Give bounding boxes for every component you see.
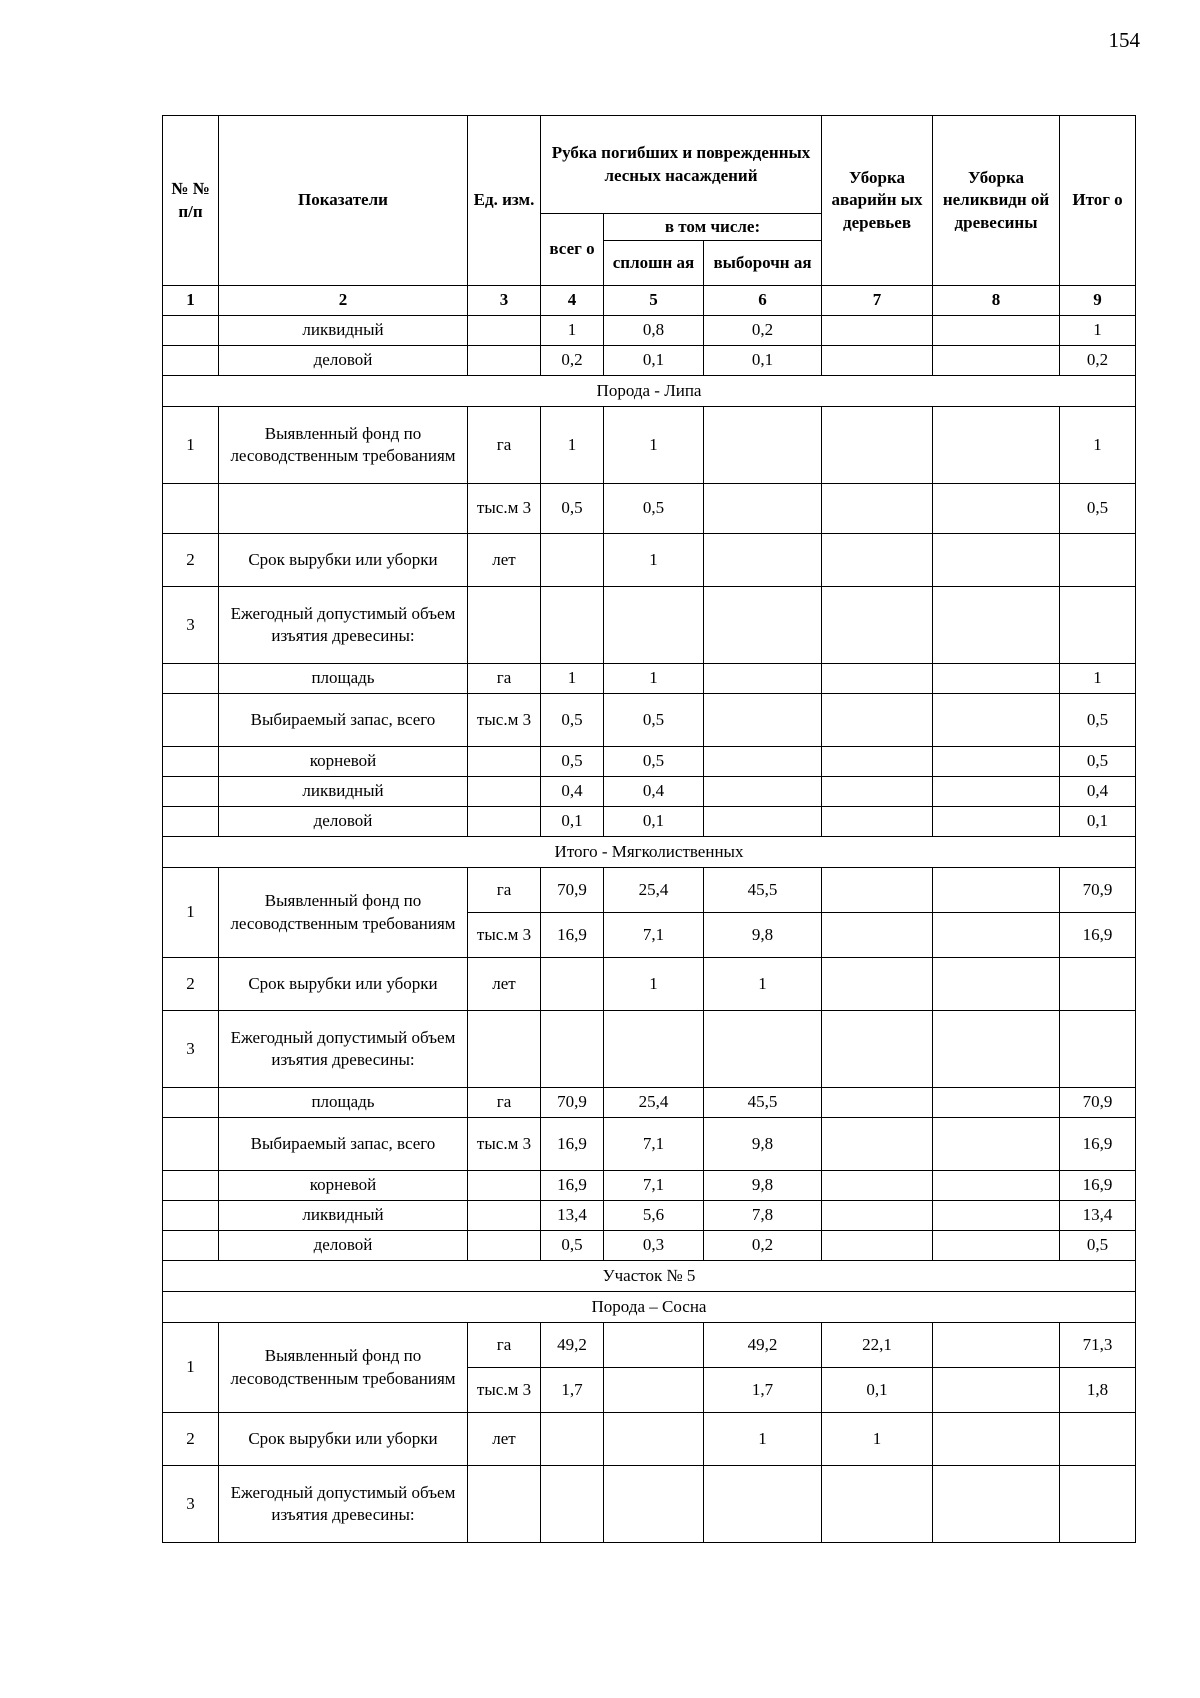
table-row (163, 868, 1136, 913)
cell-total (541, 1413, 604, 1466)
cell-total: 16,9 (541, 1118, 604, 1171)
cell-total: 0,2 (541, 346, 604, 376)
cell-selective (704, 1011, 822, 1088)
cell-total: 0,1 (541, 807, 604, 837)
cell-indicator: Срок вырубки или уборки (219, 958, 468, 1011)
cell-selective: 0,1 (704, 346, 822, 376)
cell-num: 3 (163, 1466, 219, 1543)
cell-selective: 7,8 (704, 1201, 822, 1231)
table-row (163, 1201, 1136, 1231)
cell-clear (604, 1466, 704, 1543)
cell-emergency (822, 807, 933, 837)
cell-num (163, 1171, 219, 1201)
cell-sum (1060, 958, 1136, 1011)
cell-clear: 0,5 (604, 484, 704, 534)
cell-selective (704, 484, 822, 534)
table-row (163, 1231, 1136, 1261)
cell-sum (1060, 587, 1136, 664)
cell-illiquid (933, 913, 1060, 958)
header-felling: Рубка погибших и поврежденных лесных насаждений (541, 116, 822, 214)
cell-unit (468, 1171, 541, 1201)
cell-emergency (822, 346, 933, 376)
cell-sum (1060, 1011, 1136, 1088)
cell-num: 2 (163, 534, 219, 587)
cell-emergency (822, 316, 933, 346)
cell-clear (604, 1011, 704, 1088)
cell-num: 3 (163, 1011, 219, 1088)
cell-unit: га (468, 1088, 541, 1118)
cell-total: 16,9 (541, 913, 604, 958)
cell-unit: га (468, 664, 541, 694)
cell-clear: 7,1 (604, 1118, 704, 1171)
cell-unit: тыс.м 3 (468, 1368, 541, 1413)
cell-num (163, 777, 219, 807)
cell-unit (468, 1466, 541, 1543)
cell-emergency: 1 (822, 1413, 933, 1466)
header-unit: Ед. изм. (468, 116, 541, 286)
cell-unit (468, 587, 541, 664)
cell-indicator: Выбираемый запас, всего (219, 1118, 468, 1171)
cell-emergency (822, 868, 933, 913)
cell-clear: 0,4 (604, 777, 704, 807)
cell-emergency: 22,1 (822, 1323, 933, 1368)
cell-sum: 16,9 (1060, 1171, 1136, 1201)
header-including: в том числе: (604, 214, 822, 241)
cell-total: 0,5 (541, 1231, 604, 1261)
table-row (163, 747, 1136, 777)
cell-unit: лет (468, 958, 541, 1011)
header-number: 2 (219, 286, 468, 316)
cell-num: 1 (163, 407, 219, 484)
cell-selective: 0,2 (704, 1231, 822, 1261)
cell-selective (704, 807, 822, 837)
cell-illiquid (933, 777, 1060, 807)
cell-selective (704, 664, 822, 694)
cell-num (163, 807, 219, 837)
cell-emergency (822, 1011, 933, 1088)
cell-illiquid (933, 958, 1060, 1011)
cell-selective: 1 (704, 958, 822, 1011)
cell-selective: 45,5 (704, 1088, 822, 1118)
cell-clear: 5,6 (604, 1201, 704, 1231)
cell-clear (604, 1368, 704, 1413)
cell-emergency (822, 694, 933, 747)
cell-num (163, 484, 219, 534)
cell-indicator: корневой (219, 1171, 468, 1201)
cell-illiquid (933, 868, 1060, 913)
header-number: 6 (704, 286, 822, 316)
cell-unit (468, 1231, 541, 1261)
cell-illiquid (933, 1088, 1060, 1118)
cell-clear: 0,1 (604, 346, 704, 376)
cell-selective: 45,5 (704, 868, 822, 913)
cell-sum: 70,9 (1060, 1088, 1136, 1118)
cell-total (541, 1466, 604, 1543)
cell-clear: 7,1 (604, 1171, 704, 1201)
cell-emergency: 0,1 (822, 1368, 933, 1413)
cell-total (541, 587, 604, 664)
table-row (163, 587, 1136, 664)
cell-emergency (822, 1171, 933, 1201)
table-row (163, 316, 1136, 346)
cell-num (163, 694, 219, 747)
cell-selective (704, 1466, 822, 1543)
cell-unit (468, 1201, 541, 1231)
cell-indicator: деловой (219, 1231, 468, 1261)
cell-clear: 0,3 (604, 1231, 704, 1261)
cell-total: 1,7 (541, 1368, 604, 1413)
table-row (163, 534, 1136, 587)
cell-clear (604, 1413, 704, 1466)
cell-total (541, 958, 604, 1011)
header-num: № № п/п (163, 116, 219, 286)
cell-sum: 1 (1060, 664, 1136, 694)
cell-sum (1060, 1413, 1136, 1466)
cell-indicator: Выбираемый запас, всего (219, 694, 468, 747)
cell-indicator: площадь (219, 664, 468, 694)
cell-indicator: Срок вырубки или уборки (219, 534, 468, 587)
cell-illiquid (933, 747, 1060, 777)
header-number: 7 (822, 286, 933, 316)
cell-unit (468, 777, 541, 807)
cell-clear: 0,5 (604, 694, 704, 747)
table-header (163, 116, 1136, 316)
cell-illiquid (933, 664, 1060, 694)
cell-sum: 13,4 (1060, 1201, 1136, 1231)
cell-indicator: корневой (219, 747, 468, 777)
cell-sum: 1 (1060, 316, 1136, 346)
cell-indicator: Срок вырубки или уборки (219, 1413, 468, 1466)
cell-indicator: Выявленный фонд по лесоводственным требованиям (219, 407, 468, 484)
cell-selective (704, 407, 822, 484)
table-row (163, 1088, 1136, 1118)
cell-selective (704, 747, 822, 777)
table-row (163, 1466, 1136, 1543)
cell-indicator: Выявленный фонд по лесоводственным требованиям (219, 1323, 468, 1413)
header-numbers-row (163, 286, 1136, 316)
cell-sum: 0,1 (1060, 807, 1136, 837)
cell-num (163, 664, 219, 694)
cell-emergency (822, 747, 933, 777)
cell-emergency (822, 777, 933, 807)
cell-unit: тыс.м 3 (468, 484, 541, 534)
header-number: 8 (933, 286, 1060, 316)
cell-clear (604, 1323, 704, 1368)
section-row (163, 1261, 1136, 1292)
cell-selective: 1 (704, 1413, 822, 1466)
cell-selective: 0,2 (704, 316, 822, 346)
section-title: Участок № 5 (163, 1261, 1136, 1292)
cell-illiquid (933, 534, 1060, 587)
cell-sum: 0,5 (1060, 484, 1136, 534)
cell-unit (468, 747, 541, 777)
cell-indicator: площадь (219, 1088, 468, 1118)
cell-sum: 70,9 (1060, 868, 1136, 913)
table-row (163, 777, 1136, 807)
cell-emergency (822, 484, 933, 534)
cell-illiquid (933, 1011, 1060, 1088)
cell-emergency (822, 664, 933, 694)
cell-total: 0,4 (541, 777, 604, 807)
cell-clear: 0,1 (604, 807, 704, 837)
cell-total: 70,9 (541, 868, 604, 913)
cell-indicator: Ежегодный допустимый объем изъятия древесины: (219, 1466, 468, 1543)
cell-num (163, 1231, 219, 1261)
cell-illiquid (933, 1171, 1060, 1201)
cell-unit (468, 807, 541, 837)
cell-illiquid (933, 1413, 1060, 1466)
cell-total: 0,5 (541, 694, 604, 747)
table-row (163, 1011, 1136, 1088)
cell-num (163, 1088, 219, 1118)
cell-clear: 0,8 (604, 316, 704, 346)
cell-total: 70,9 (541, 1088, 604, 1118)
cell-emergency (822, 1231, 933, 1261)
cell-illiquid (933, 694, 1060, 747)
header-number: 1 (163, 286, 219, 316)
cell-emergency (822, 1118, 933, 1171)
cell-emergency (822, 587, 933, 664)
cell-sum: 0,5 (1060, 747, 1136, 777)
cell-indicator (219, 484, 468, 534)
cell-illiquid (933, 346, 1060, 376)
cell-selective (704, 777, 822, 807)
cell-sum: 1,8 (1060, 1368, 1136, 1413)
cell-illiquid (933, 316, 1060, 346)
cell-selective: 49,2 (704, 1323, 822, 1368)
cell-indicator: Выявленный фонд по лесоводственным требованиям (219, 868, 468, 958)
cell-clear: 1 (604, 664, 704, 694)
cell-indicator: Ежегодный допустимый объем изъятия древесины: (219, 1011, 468, 1088)
cell-sum: 0,2 (1060, 346, 1136, 376)
header-number: 5 (604, 286, 704, 316)
table-row (163, 694, 1136, 747)
table-row (163, 807, 1136, 837)
cell-num (163, 1118, 219, 1171)
cell-selective: 1,7 (704, 1368, 822, 1413)
cell-clear: 25,4 (604, 868, 704, 913)
cell-clear: 1 (604, 958, 704, 1011)
cell-num (163, 316, 219, 346)
cell-num: 2 (163, 1413, 219, 1466)
cell-total: 49,2 (541, 1323, 604, 1368)
cell-unit: тыс.м 3 (468, 913, 541, 958)
cell-unit: га (468, 407, 541, 484)
cell-num: 2 (163, 958, 219, 1011)
cell-selective (704, 587, 822, 664)
table-row (163, 484, 1136, 534)
header-illiquid: Уборка неликвидн ой древесины (933, 116, 1060, 286)
cell-sum (1060, 534, 1136, 587)
header-total: всег о (541, 214, 604, 286)
cell-clear: 1 (604, 407, 704, 484)
cell-unit: тыс.м 3 (468, 694, 541, 747)
cell-illiquid (933, 484, 1060, 534)
cell-unit: га (468, 1323, 541, 1368)
cell-illiquid (933, 1231, 1060, 1261)
cell-indicator: деловой (219, 807, 468, 837)
cell-num: 3 (163, 587, 219, 664)
table-row (163, 346, 1136, 376)
cell-emergency (822, 913, 933, 958)
cell-emergency (822, 958, 933, 1011)
table-row (163, 1118, 1136, 1171)
section-row (163, 376, 1136, 407)
cell-sum: 16,9 (1060, 913, 1136, 958)
cell-unit: лет (468, 534, 541, 587)
cell-indicator: Ежегодный допустимый объем изъятия древесины: (219, 587, 468, 664)
cell-total (541, 534, 604, 587)
cell-total (541, 1011, 604, 1088)
cell-sum: 0,5 (1060, 1231, 1136, 1261)
cell-emergency (822, 534, 933, 587)
cell-total: 1 (541, 664, 604, 694)
table-body (163, 316, 1136, 1543)
cell-emergency (822, 1466, 933, 1543)
cell-num (163, 1201, 219, 1231)
cell-total: 0,5 (541, 484, 604, 534)
forest-felling-table (162, 115, 1136, 1543)
header-number: 4 (541, 286, 604, 316)
cell-clear: 1 (604, 534, 704, 587)
table-row (163, 1171, 1136, 1201)
cell-sum: 1 (1060, 407, 1136, 484)
cell-clear: 25,4 (604, 1088, 704, 1118)
table-row (163, 407, 1136, 484)
cell-selective: 9,8 (704, 1118, 822, 1171)
cell-emergency (822, 1201, 933, 1231)
cell-sum: 0,4 (1060, 777, 1136, 807)
cell-num (163, 747, 219, 777)
table-row (163, 1323, 1136, 1368)
cell-indicator: деловой (219, 346, 468, 376)
header-sum: Итог о (1060, 116, 1136, 286)
cell-emergency (822, 407, 933, 484)
cell-indicator: ликвидный (219, 316, 468, 346)
section-title: Порода – Сосна (163, 1292, 1136, 1323)
cell-total: 1 (541, 316, 604, 346)
cell-unit: тыс.м 3 (468, 1118, 541, 1171)
cell-total: 1 (541, 407, 604, 484)
page-number: 154 (1108, 28, 1140, 52)
cell-sum: 71,3 (1060, 1323, 1136, 1368)
cell-illiquid (933, 1118, 1060, 1171)
cell-clear: 0,5 (604, 747, 704, 777)
section-row (163, 1292, 1136, 1323)
header-number: 3 (468, 286, 541, 316)
cell-clear (604, 587, 704, 664)
cell-indicator: ликвидный (219, 777, 468, 807)
cell-illiquid (933, 1466, 1060, 1543)
cell-illiquid (933, 1368, 1060, 1413)
cell-illiquid (933, 1323, 1060, 1368)
section-row (163, 837, 1136, 868)
section-title: Итого - Мягколиственных (163, 837, 1136, 868)
cell-total: 16,9 (541, 1171, 604, 1201)
header-emergency: Уборка аварийн ых деревьев (822, 116, 933, 286)
cell-illiquid (933, 587, 1060, 664)
cell-sum: 0,5 (1060, 694, 1136, 747)
cell-illiquid (933, 407, 1060, 484)
header-selective: выборочн ая (704, 241, 822, 286)
cell-num: 1 (163, 868, 219, 958)
cell-selective (704, 534, 822, 587)
header-clear: сплошн ая (604, 241, 704, 286)
cell-indicator: ликвидный (219, 1201, 468, 1231)
cell-sum (1060, 1466, 1136, 1543)
cell-emergency (822, 1088, 933, 1118)
header-indicators: Показатели (219, 116, 468, 286)
header-number: 9 (1060, 286, 1136, 316)
cell-unit (468, 1011, 541, 1088)
cell-sum: 16,9 (1060, 1118, 1136, 1171)
cell-total: 0,5 (541, 747, 604, 777)
cell-selective: 9,8 (704, 1171, 822, 1201)
cell-num: 1 (163, 1323, 219, 1413)
cell-selective: 9,8 (704, 913, 822, 958)
cell-illiquid (933, 1201, 1060, 1231)
cell-unit: лет (468, 1413, 541, 1466)
cell-num (163, 346, 219, 376)
table-row (163, 958, 1136, 1011)
cell-unit: га (468, 868, 541, 913)
section-title: Порода - Липа (163, 376, 1136, 407)
cell-total: 13,4 (541, 1201, 604, 1231)
cell-unit (468, 316, 541, 346)
table-row (163, 1413, 1136, 1466)
cell-selective (704, 694, 822, 747)
table-row (163, 664, 1136, 694)
cell-illiquid (933, 807, 1060, 837)
cell-unit (468, 346, 541, 376)
cell-clear: 7,1 (604, 913, 704, 958)
